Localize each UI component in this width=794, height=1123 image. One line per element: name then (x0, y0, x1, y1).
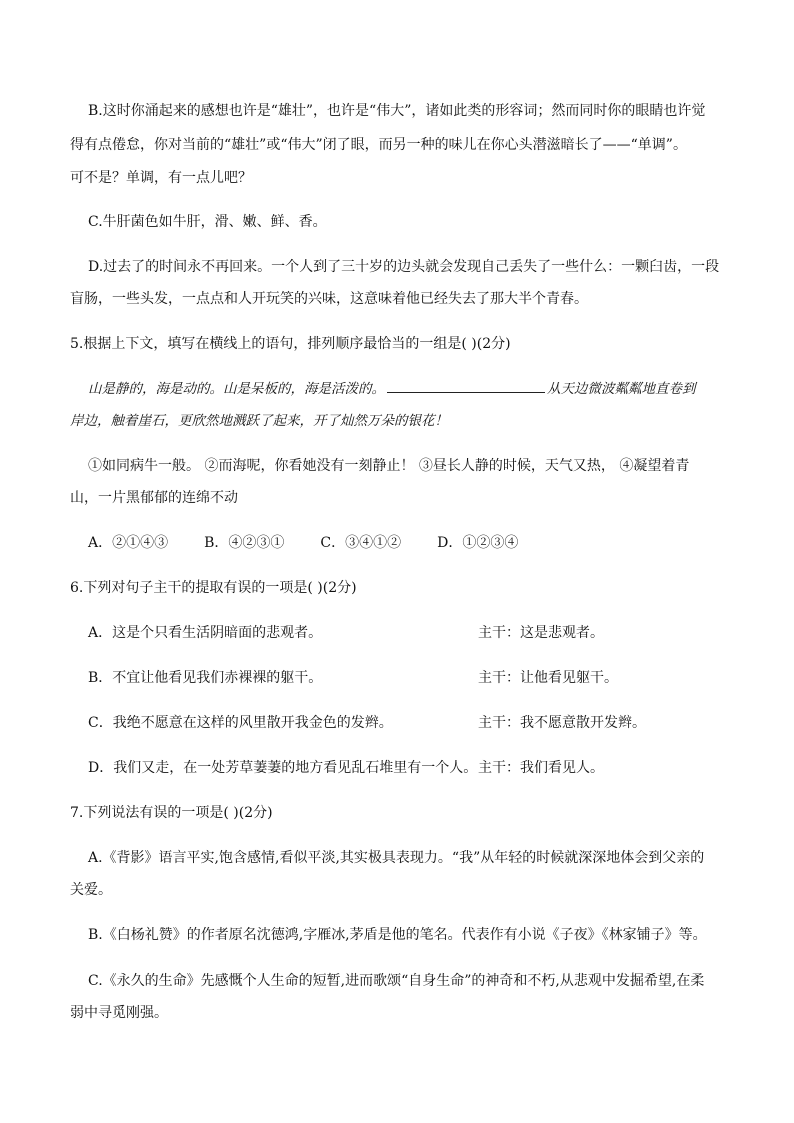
q5-option-d: D．①②③④ (437, 535, 519, 551)
q6-row-c-main: 主干：我不愿意散开发辫。 (478, 715, 646, 731)
q5-passage-line1 (88, 380, 696, 398)
q4-option-b-line3: 可不是？单调，有一点儿吧？ (70, 170, 252, 186)
q5-option-c: C．③④①② (320, 535, 402, 551)
fill-in-blank (387, 380, 545, 393)
q6-row-a-main: 主干：这是悲观者。 (478, 625, 604, 641)
q7-stem: 7.下列说法有误的一项是( )(2分) (70, 805, 273, 821)
q7-option-c-line2: 弱中寻觅刚强。 (70, 1005, 168, 1021)
q6-row-d-main: 主干：我们看见人。 (478, 760, 604, 776)
q5-choices-line2: 山，一片黑郁郁的连绵不动 (70, 490, 238, 506)
q7-option-a-line1: A.《背影》语言平实,饱含感情,看似平淡,其实极具表现力。“我”从年轻的时候就深深地体会到父亲的 (88, 850, 705, 866)
q6-row-a-sentence: A．这是个只看生活阴暗面的悲观者。 (88, 625, 323, 641)
q5-option-b: B．④②③① (204, 535, 285, 551)
q7-option-a-line2: 关爱。 (70, 882, 112, 898)
q4-option-d-line2: 盲肠，一些头发，一点点和人开玩笑的兴味，这意味着他已经失去了那大半个青春。 (70, 291, 588, 307)
q6-row-b-sentence: B．不宜让他看见我们赤裸裸的躯干。 (88, 670, 323, 686)
q7-option-c-line1: C.《永久的生命》先感慨个人生命的短暂,进而歌颂“自身生命”的神奇和不朽,从悲观中发掘希望,在柔 (88, 973, 705, 989)
q6-stem: 6.下列对句子主干的提取有误的一项是( )(2分) (70, 580, 357, 596)
q5-option-a: A．②①④③ (88, 535, 169, 551)
q6-row-c-sentence: C．我绝不愿意在这样的风里散开我金色的发辫。 (88, 715, 393, 731)
q5-options (88, 534, 518, 552)
q4-option-b-line1: B.这时你涌起来的感想也许是“雄壮”，也许是“伟大”，诸如此类的形容词；然而同时你的眼睛也许觉 (88, 103, 706, 119)
q5-passage-line2: 岸边，触着崖石，更欣然地溅跃了起来，开了灿然万朵的银花！ (70, 413, 448, 429)
q4-option-b-line2: 得有点倦怠，你对当前的“雄壮”或“伟大”闭了眼，而另一种的味儿在你心头潜滋暗长了——“单调”。 (70, 137, 687, 153)
q5-choices-line1: ①如同病牛一般。 ②而海呢，你看她没有一刻静止！ ③昼长人静的时候，天气又热， ④凝望着青 (88, 458, 690, 474)
q7-option-b: B.《白杨礼赞》的作者原名沈德鸿,字雁冰,茅盾是他的笔名。代表作有小说《子夜》《林家铺子》等。 (88, 927, 707, 943)
q4-option-d-line1: D.过去了的时间永不再回来。一个人到了三十岁的边头就会发现自己丢失了一些什么：一颗臼齿，一段 (88, 259, 720, 275)
q5-stem: 5.根据上下文，填写在横线上的语句，排列顺序最恰当的一组是( )(2分) (70, 336, 511, 352)
q6-row-b-main: 主干：让他看见躯干。 (478, 670, 618, 686)
q5-passage-part2: 从天边微波粼粼地直卷到 (547, 381, 696, 397)
q6-row-d-sentence: D．我们又走，在一处芳草萋萋的地方看见乱石堆里有一个人。 (88, 760, 478, 776)
q5-passage-part1: 山是静的，海是动的。山是呆板的，海是活泼的。 (88, 381, 385, 397)
q4-option-c: C.牛肝菌色如牛肝，滑、嫩、鲜、香。 (88, 214, 327, 230)
